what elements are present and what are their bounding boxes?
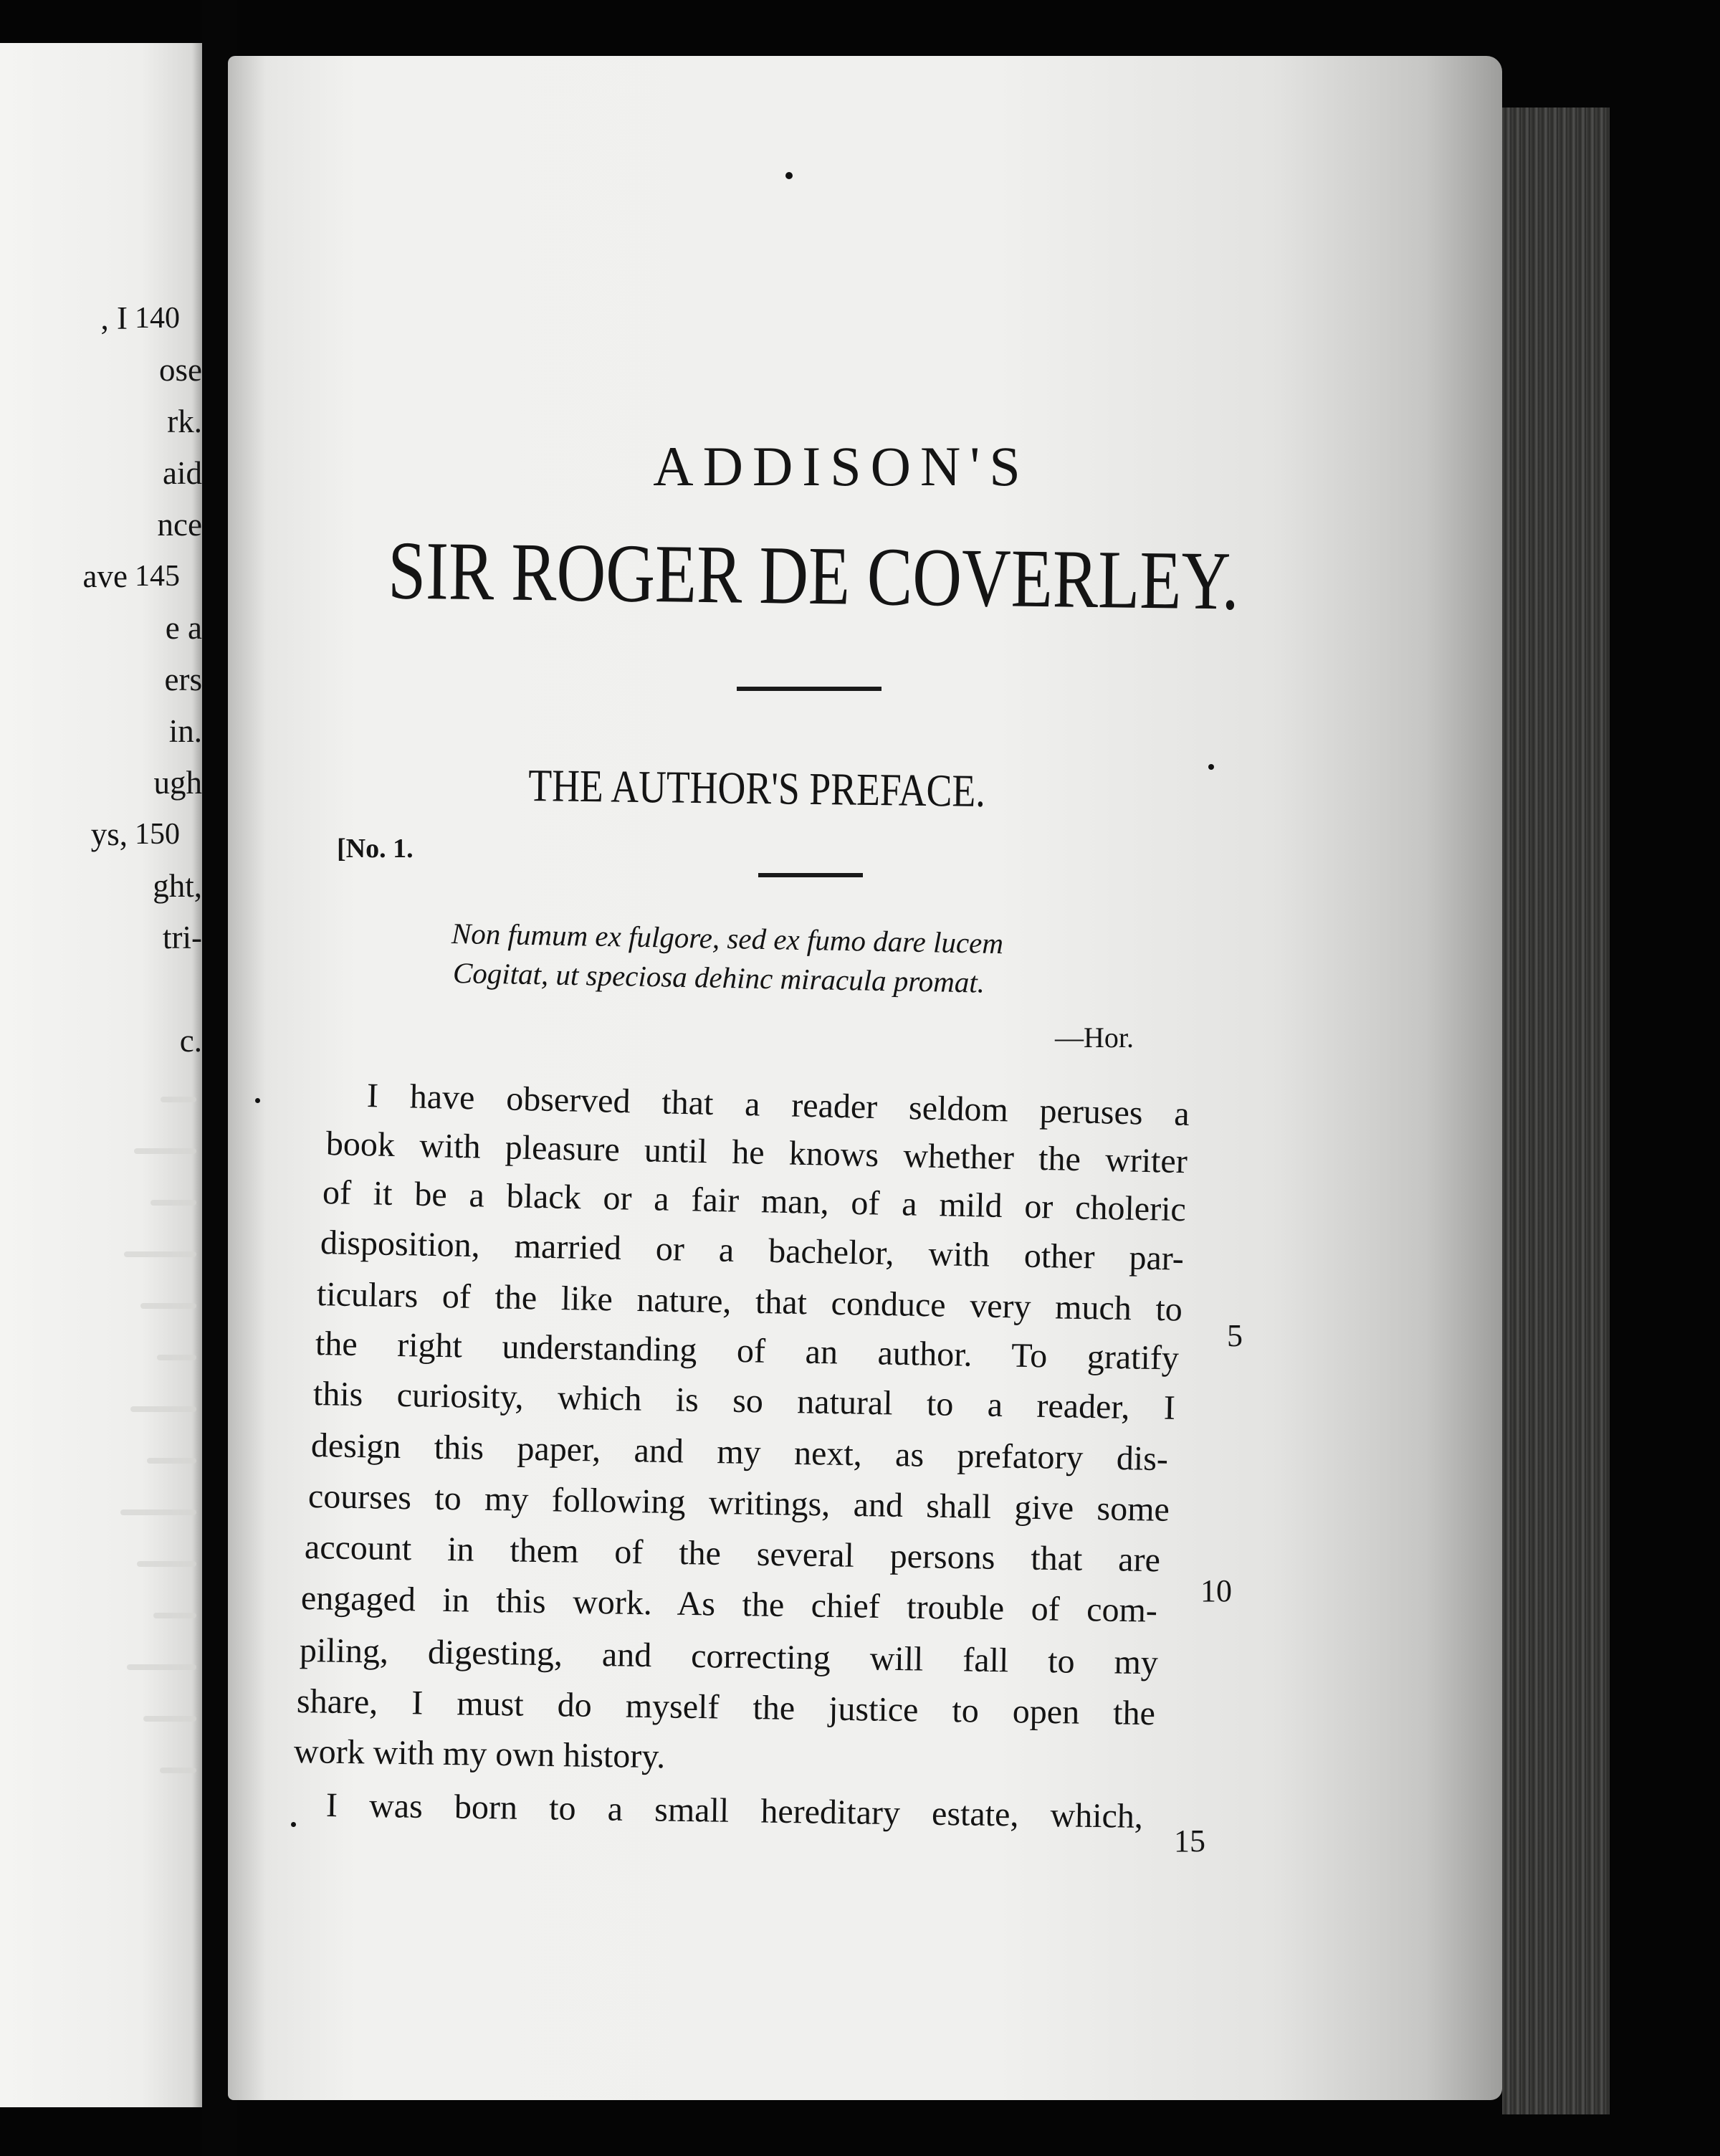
left-page-line-text: ugh [153, 765, 202, 801]
print-speck [1208, 764, 1214, 770]
left-page-faint-line [160, 1768, 196, 1773]
left-page-line [0, 499, 202, 550]
body-line: share, I must do myself the justice to open the [296, 1682, 1156, 1733]
left-page-line-number: 150 [135, 818, 180, 851]
left-page-line [0, 344, 202, 396]
left-page-line-text: rk. [167, 404, 202, 439]
previous-page-text [0, 292, 202, 1067]
left-page-line [0, 602, 202, 654]
left-page-faint-line [124, 1251, 196, 1257]
left-page-line [0, 396, 202, 447]
body-line: this curiosity, which is so natural to a reader, I [312, 1375, 1176, 1427]
book-title: ADDISON'S [653, 435, 1030, 497]
left-page-line [0, 808, 202, 860]
left-page-faint-line [130, 1406, 196, 1412]
left-page-faint-line [157, 1355, 196, 1360]
left-page-line [0, 860, 202, 912]
print-speck [255, 1098, 260, 1103]
section-rule [758, 873, 863, 877]
left-page-line [0, 963, 202, 1015]
left-page-line [0, 447, 202, 499]
print-speck [785, 172, 793, 179]
body-line: disposition, married or a bachelor, with other par- [320, 1224, 1185, 1278]
section-heading: THE AUTHOR'S PREFACE. [527, 760, 986, 816]
body-line: work with my own history. [293, 1732, 666, 1776]
left-page-line [0, 550, 202, 602]
body-line: ticulars of the like nature, that conduce very much to [316, 1275, 1183, 1329]
body-line: of it be a black or a fair man, of a mild or choleric [322, 1173, 1187, 1229]
left-page-line [0, 912, 202, 963]
left-page-line-text: ose [159, 352, 202, 388]
left-page-faint-line [153, 1613, 196, 1618]
left-page-line [0, 705, 202, 757]
print-speck [291, 1822, 296, 1827]
left-page-line-text: in. [168, 713, 202, 749]
left-page-line-text: , I [100, 300, 128, 336]
previous-page-fragment [0, 43, 202, 2107]
left-page-line-text: ys, [90, 816, 128, 852]
line-number: 15 [1174, 1823, 1205, 1859]
title-rule [737, 687, 882, 691]
issue-number: [No. 1. [337, 834, 414, 864]
body-line: design this paper, and my next, as prefatory dis- [310, 1426, 1169, 1479]
body-line: I have observed that a reader seldom peruses a [366, 1077, 1190, 1134]
left-page-faint-line [150, 1200, 196, 1206]
epigraph-line: Non fumum ex fulgore, sed ex fumo dare lucem [451, 917, 1004, 960]
body-line: I was born to a small hereditary estate, which, [325, 1786, 1144, 1836]
body-line: account in them of the several persons that are [304, 1528, 1161, 1580]
left-page-line-text: nce [157, 507, 202, 543]
body-line: book with pleasure until he knows whether the writer [325, 1125, 1188, 1181]
left-page-line-text: ave [82, 558, 128, 594]
left-page-faint-line [134, 1148, 196, 1154]
left-page-faint-line [161, 1097, 196, 1102]
left-page-faint-line [137, 1561, 196, 1567]
body-line: engaged in this work. As the chief trouble of com- [300, 1579, 1158, 1630]
book-subtitle: SIR ROGER DE COVERLEY. [387, 525, 1240, 628]
left-page-line-text: e a [165, 610, 202, 646]
left-page-faint-line [140, 1303, 196, 1309]
left-page-line-text: ers [164, 662, 202, 697]
body-line: courses to my following writings, and shall give some [307, 1477, 1170, 1529]
left-page-line-number: 145 [135, 560, 180, 593]
left-page-faint-line [127, 1664, 196, 1670]
epigraph-line: Cogitat, ut speciosa dehinc miracula promat. [452, 956, 985, 999]
left-page-line-text: ght, [153, 868, 202, 904]
epigraph-attribution: —Hor. [1055, 1021, 1134, 1054]
left-page-line-text: aid [163, 455, 202, 491]
left-page-line-text: tri- [163, 920, 202, 955]
book-page-edges [1502, 108, 1610, 2114]
left-page-faint-line [147, 1458, 196, 1464]
left-page-line [0, 654, 202, 705]
left-page-faint-line [120, 1509, 196, 1515]
left-page-line [0, 292, 202, 344]
body-line: piling, digesting, and correcting will fall to my [299, 1631, 1159, 1682]
line-number: 10 [1200, 1573, 1232, 1608]
body-line: the right understanding of an author. To gratify [315, 1325, 1180, 1378]
line-number: 5 [1227, 1318, 1243, 1353]
left-page-line-text: c. [179, 1023, 202, 1059]
left-page-line-number: 140 [135, 302, 180, 335]
left-page-line [0, 1015, 202, 1067]
left-page-line [0, 757, 202, 808]
left-page-faint-line [143, 1716, 196, 1722]
